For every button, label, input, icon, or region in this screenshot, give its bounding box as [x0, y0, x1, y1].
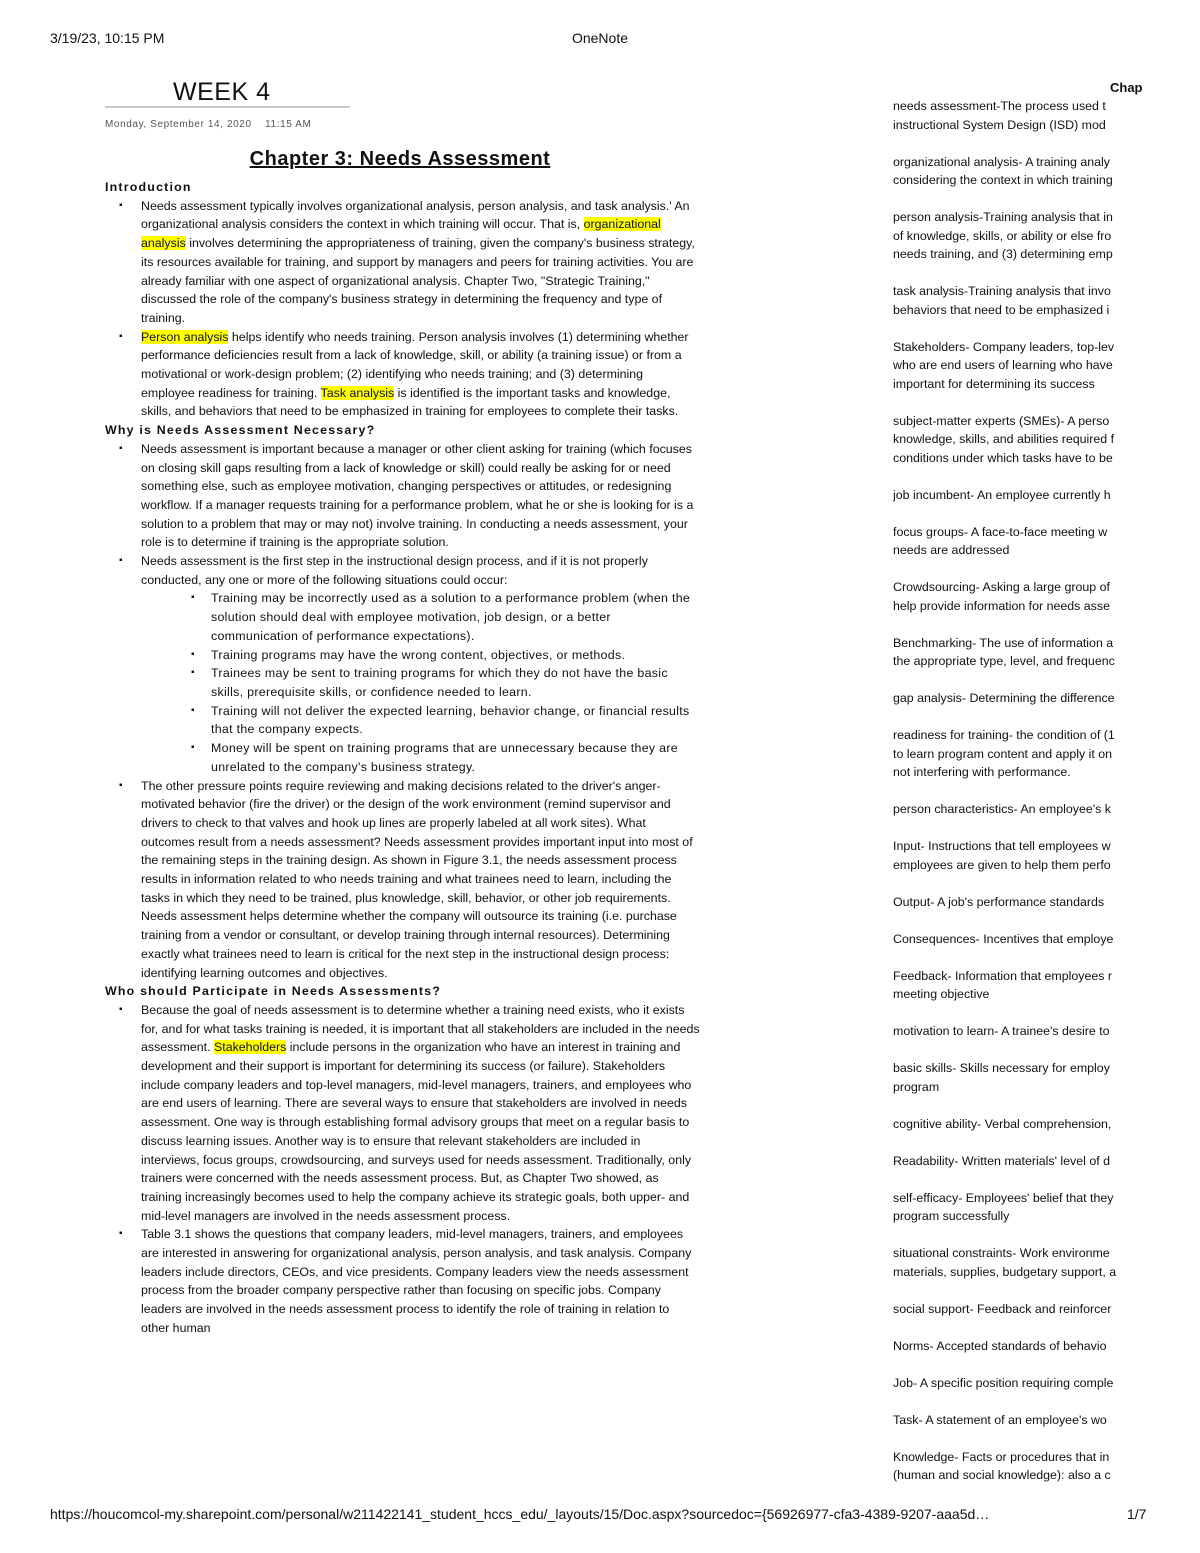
glossary-panel [893, 97, 1149, 1497]
glossary-line: gap analysis- Determining the difference [893, 691, 1115, 705]
glossary-line: subject-matter experts (SMEs)- A perso [893, 413, 1110, 428]
glossary-line: Output- A job's performance standards [893, 894, 1105, 909]
glossary-line: needs assessment-The process used t [893, 99, 1106, 113]
glossary-line: program [893, 1079, 940, 1094]
glossary-line: Readability- Written materials' level of d [893, 1153, 1110, 1168]
sub-list-item: ▪ Trainees may be sent to training programs for which they do not have the basic skills, prerequisite skills, or confidence needed to learn. [211, 664, 700, 701]
glossary-line: readiness for training- the condition of (1 [893, 728, 1115, 742]
glossary-item [893, 282, 1149, 319]
glossary-item [893, 338, 1149, 394]
glossary-line: (human and social knowledge): also a c [893, 1468, 1111, 1482]
glossary-item [893, 689, 1149, 708]
glossary-line: considering the context in which training [893, 173, 1113, 187]
glossary-item [893, 1022, 1149, 1041]
glossary-line: self-efficacy- Employees' belief that they [893, 1190, 1114, 1205]
chapter-heading: Chapter 3: Needs Assessment [249, 148, 551, 170]
page-date: Monday, September 14, 2020 [105, 119, 252, 130]
glossary-item [893, 1374, 1149, 1393]
glossary-item [893, 208, 1149, 264]
highlight: Person analysis [141, 329, 229, 344]
glossary-line: program successfully [893, 1209, 1010, 1223]
glossary-line: social support- Feedback and reinforcer [893, 1301, 1112, 1316]
glossary-item [893, 97, 1149, 134]
title-underline [105, 106, 350, 108]
glossary-line: instructional System Design (ISD) mod [893, 117, 1106, 132]
glossary-item [893, 1448, 1149, 1485]
glossary-item [893, 1300, 1149, 1319]
notes-body [105, 178, 700, 1338]
glossary-item [893, 1337, 1149, 1356]
intro-list [105, 197, 700, 421]
section-heading-why: Why is Needs Assessment Necessary? [105, 423, 376, 438]
glossary-item [893, 523, 1149, 560]
glossary-line: person analysis-Training analysis that in [893, 210, 1113, 224]
glossary-line: of knowledge, skills, or ability or else fro [893, 228, 1112, 243]
sub-list-item: ▪ Training will not deliver the expected learning, behavior change, or financial results that the company expects. [211, 702, 700, 739]
sub-list-item: ▪ Training programs may have the wrong content, objectives, or methods. [211, 646, 700, 665]
list-item: ▪ Because the goal of needs assessment is to determine whether a training need exists, who it exists for, and for what tasks training is needed, it is important that all stakeholders are included in the needs assessment. Stakeholders include persons in the organization who have an interest in training and development and their support is important for determining its success (or failure). Stakeholders include company leaders and top-level managers, mid-level managers, trainers, and employees who are end users of learning. There are several ways to ensure that stakeholders are involved in needs assessment. One way is through establishing formal advisory groups that meet on a regular basis to discuss learning issues. Another way is to ensure that relevant stakeholders are included in interviews, focus groups, crowdsourcing, and surveys used for needs assessment. Traditionally, only trainers were concerned with the needs assessment process. But, as Chapter Two showed, as training increasingly becomes used to help the company achieve its strategic goals, both upper- and mid-level managers are involved in the needs assessment process. [141, 1001, 700, 1225]
glossary-item [893, 578, 1149, 615]
sub-list-item: ▪ Money will be spent on training programs that are unnecessary because they are unrelated to the company's business strategy. [211, 739, 700, 776]
list-item: ▪ Needs assessment is the first step in the instructional design process, and if it is not properly conducted, any one or more of the following situations could occur: ▪ Training may be incorrectly used as a solution to a performance problem (when the solution should deal with employee motivation, job design, or a better communication of performance expectations). ▪ Training programs may have the wrong content, objectives, or methods. ▪ Trainees may be sent to training programs for which they do not have the basic skills, prerequisite skills, or confidence needed to learn. ▪ Training will not deliver the expected learning, behavior change, or financial results that the company expects. ▪ Money will be spent on training programs that are unnecessary because they are unrelated to the company's business strategy. [141, 552, 700, 776]
glossary-line: cognitive ability- Verbal comprehension, [893, 1116, 1112, 1131]
glossary-line: Stakeholders- Company leaders, top-lev [893, 339, 1115, 354]
glossary-line: Input- Instructions that tell employees w [893, 839, 1111, 853]
glossary-item [893, 837, 1149, 874]
page-time: 11:15 AM [265, 119, 312, 130]
glossary-line: job incumbent- An employee currently h [893, 487, 1111, 502]
section-heading-intro: Introduction [105, 180, 192, 194]
glossary-item [893, 153, 1149, 190]
glossary-line: meeting objective [893, 987, 990, 1001]
glossary-line: important for determining its success [893, 376, 1095, 391]
section-heading-who: Who should Participate in Needs Assessments? [105, 984, 442, 999]
glossary-item [893, 1411, 1149, 1430]
list-item: ▪ Person analysis helps identify who needs training. Person analysis involves (1) determining whether performance deficiencies result from a lack of knowledge, skill, or ability (a training issue) or from a motivational or work-design problem; (2) identifying who needs training; and (3) determining employee readiness for training. Task analysis is identified is the important tasks and knowledge, skills, and behaviors that need to be emphasized in training for employees to complete their tasks. [141, 328, 700, 422]
glossary-line: not interfering with performance. [893, 765, 1071, 779]
glossary-line: needs are addressed [893, 543, 1010, 557]
glossary-line: organizational analysis- A training analy [893, 154, 1110, 169]
highlight: organizational analysis [141, 217, 661, 251]
why-list [105, 440, 700, 982]
glossary-line: task analysis-Training analysis that invo [893, 284, 1111, 298]
glossary-line: employees are given to help them perfo [893, 857, 1111, 872]
glossary-line: Consequences- Incentives that employe [893, 931, 1114, 946]
print-page-number: 1/7 [1127, 1506, 1147, 1522]
glossary-line: Feedback- Information that employees r [893, 968, 1113, 983]
list-item: ▪ Table 3.1 shows the questions that company leaders, mid-level managers, trainers, and employees are interested in answering for organizational analysis, person analysis, and task analysis. Company leaders include directors, CEOs, and vice presidents. Company leaders view the needs assessment process from the broader company perspective rather than focusing on specific jobs. Company leaders are involved in the needs assessment process to identify the role of training in relation to other human [141, 1225, 700, 1337]
glossary-item [893, 930, 1149, 949]
glossary-line: to learn program content and apply it on [893, 746, 1113, 761]
glossary-line: Crowdsourcing- Asking a large group of [893, 580, 1110, 594]
glossary-item [893, 967, 1149, 1004]
page-title: WEEK 4 [173, 78, 271, 106]
list-item: ▪ Needs assessment typically involves organizational analysis, person analysis, and task analysis.' An organizational analysis considers the context in which training will occur. That is, organizational analysis involves determining the appropriateness of training, given the company's business strategy, its resources available for training, and support by managers and peers for training activities. You are already familiar with one aspect of organizational analysis. Chapter Two, "Strategic Training," discussed the role of the company's business strategy in determining the frequency and type of training. [141, 197, 700, 328]
highlight: Task analysis [320, 385, 395, 400]
glossary-item [893, 486, 1149, 505]
glossary-line: Task- A statement of an employee's wo [893, 1412, 1107, 1427]
glossary-line: basic skills- Skills necessary for employ [893, 1061, 1110, 1075]
print-datetime: 3/19/23, 10:15 PM [50, 30, 165, 46]
glossary-line: needs training, and (3) determining emp [893, 247, 1113, 261]
who-list [105, 1001, 700, 1338]
list-item: ▪ Needs assessment is important because a manager or other client asking for training (which focuses on closing skill gaps resulting from a lack of knowledge or skill) could really be asking for or need something else, such as employee motivation, changing perspectives or attitudes, or redesigning workflow. If a manager requests training for a performance problem, what he or she is looking for is a solution to a problem that may or may not) involve training. In conducting a needs assessment, your role is to determine if training is the appropriate solution. [141, 440, 700, 552]
highlight: Stakeholders [214, 1040, 287, 1055]
glossary-list [893, 97, 1149, 1485]
glossary-line: focus groups- A face-to-face meeting w [893, 524, 1108, 539]
glossary-item [893, 800, 1149, 819]
glossary-line: situational constraints- Work environme [893, 1246, 1110, 1260]
glossary-line: conditions under which tasks have to be [893, 450, 1113, 465]
glossary-item [893, 1152, 1149, 1171]
glossary-item [893, 893, 1149, 912]
glossary-line: Norms- Accepted standards of behavio [893, 1338, 1107, 1353]
sub-list [141, 589, 700, 776]
glossary-title: Chap [1110, 80, 1143, 95]
glossary-line: person characteristics- An employee's k [893, 802, 1111, 816]
glossary-line: behaviors that need to be emphasized i [893, 302, 1110, 317]
print-url: https://houcomcol-my.sharepoint.com/personal/w211422141_student_hccs_edu/_layouts/15/Doc.aspx?sourcedoc={56926977-cfa3-4389-9207-aaa5d… [50, 1506, 990, 1522]
page-dateline [105, 119, 311, 130]
glossary-item [893, 412, 1149, 468]
glossary-line: Benchmarking- The use of information a [893, 635, 1114, 650]
glossary-item [893, 1189, 1149, 1226]
glossary-line: help provide information for needs asse [893, 598, 1110, 613]
glossary-line: the appropriate type, level, and frequenc [893, 654, 1115, 668]
glossary-line: motivation to learn- A trainee's desire to [893, 1024, 1110, 1038]
print-app-name: OneNote [571, 30, 629, 46]
glossary-item [893, 634, 1149, 671]
list-item: ▪ The other pressure points require reviewing and making decisions related to the driver's anger-motivated behavior (fire the driver) or the design of the work environment (remind supervisor and drivers to check to that valves and hook up lines are properly labeled at all work sites). What outcomes result from a needs assessment? Needs assessment provides important input into most of the remaining steps in the training design. As shown in Figure 3.1, the needs assessment process results in information related to who needs training and what trainees need to learn, including the tasks in which they need to be trained, plus knowledge, skill, behavior, or other job requirements. Needs assessment helps determine whether the company will outsource its training (i.e. purchase training from a vendor or consultant, or develop training through internal resources). Determining exactly what trainees need to learn is critical for the next step in the instructional design process: identifying learning outcomes and objectives. [141, 777, 700, 983]
glossary-item [893, 1115, 1149, 1134]
glossary-line: materials, supplies, budgetary support, a [893, 1264, 1117, 1279]
glossary-line: Job- A specific position requiring comple [893, 1375, 1114, 1390]
glossary-line: Knowledge- Facts or procedures that in [893, 1449, 1110, 1464]
glossary-line: knowledge, skills, and abilities required f [893, 432, 1115, 446]
glossary-item [893, 1244, 1149, 1281]
sub-list-item: ▪ Training may be incorrectly used as a solution to a performance problem (when the solution should deal with employee motivation, job design, or a better communication of performance expectations). [211, 589, 700, 645]
glossary-item [893, 726, 1149, 782]
glossary-item [893, 1059, 1149, 1096]
glossary-line: who are end users of learning who have [893, 358, 1113, 372]
